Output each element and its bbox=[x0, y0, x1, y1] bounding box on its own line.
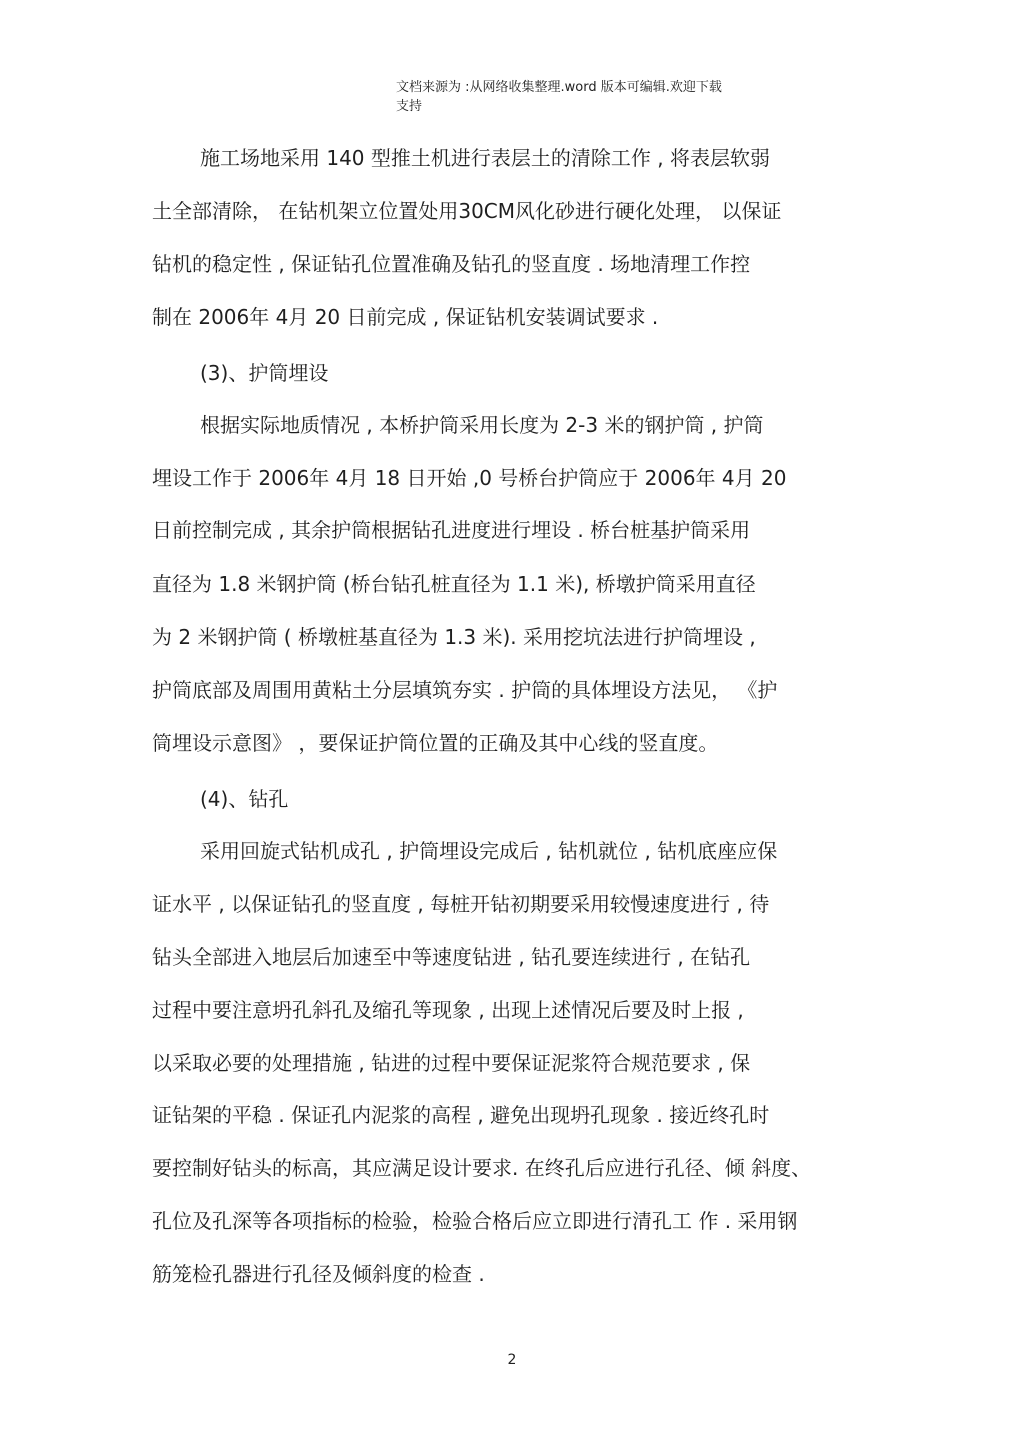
paragraph-line: 孔位及孔深等各项指标的检验，检验合格后应立即进行清孔工 作 . 采用钢 bbox=[152, 1209, 798, 1233]
paragraph-line: 制在 2006年 4月 20 日前完成 , 保证钻机安装调试要求 . bbox=[152, 305, 659, 329]
paragraph-line: 直径为 1.8 米钢护筒 (桥台钻孔桩直径为 1.1 米), 桥墩护筒采用直径 bbox=[152, 572, 756, 596]
paragraph-line: 日前控制完成 , 其余护筒根据钻孔进度进行埋设 . 桥台桩基护筒采用 bbox=[152, 518, 751, 542]
paragraph-line: 土全部清除， 在钻机架立位置处用30CM风化砂进行硬化处理， 以保证 bbox=[152, 199, 782, 223]
header-line: 支持 bbox=[396, 99, 423, 114]
section-heading: (3)、护筒埋设 bbox=[200, 361, 329, 385]
paragraph-line: 筒埋设示意图》 ，要保证护筒位置的正确及其中心线的竖直度。 bbox=[152, 731, 719, 755]
paragraph-line: 钻机的稳定性 , 保证钻孔位置准确及钻孔的竖直度 . 场地清理工作控 bbox=[152, 252, 751, 276]
paragraph-line: 根据实际地质情况 , 本桥护筒采用长度为 2-3 米的钢护筒 , 护筒 bbox=[200, 413, 764, 437]
paragraph-line: 施工场地采用 140 型推土机进行表层土的清除工作 , 将表层软弱 bbox=[200, 146, 770, 170]
header-line: 文档来源为 :从网络收集整理.word 版本可编辑.欢迎下载 bbox=[396, 80, 722, 95]
paragraph-line: 过程中要注意坍孔斜孔及缩孔等现象 , 出现上述情况后要及时上报 , bbox=[152, 998, 744, 1022]
paragraph-line: 钻头全部进入地层后加速至中等速度钻进 , 钻孔要连续进行 , 在钻孔 bbox=[152, 945, 751, 969]
paragraph-line: 护筒底部及周围用黄粘土分层填筑夯实 . 护筒的具体埋设方法见， 《护 bbox=[152, 678, 778, 702]
page-number: 2 bbox=[507, 1352, 517, 1368]
paragraph-line: 要控制好钻头的标高，其应满足设计要求. 在终孔后应进行孔径、倾 斜度、 bbox=[152, 1156, 812, 1180]
source-header bbox=[396, 78, 796, 116]
paragraph-line: 为 2 米钢护筒 ( 桥墩桩基直径为 1.3 米). 采用挖坑法进行护筒埋设 , bbox=[152, 625, 756, 649]
section-heading: (4)、钻孔 bbox=[200, 787, 289, 811]
paragraph-line: 以采取必要的处理措施 , 钻进的过程中要保证泥浆符合规范要求 , 保 bbox=[152, 1051, 751, 1075]
paragraph-line: 证水平 , 以保证钻孔的竖直度 , 每桩开钻初期要采用较慢速度进行 , 待 bbox=[152, 892, 770, 916]
paragraph-line: 证钻架的平稳 . 保证孔内泥浆的高程 , 避免出现坍孔现象 . 接近终孔时 bbox=[152, 1103, 770, 1127]
paragraph-line: 埋设工作于 2006年 4月 18 日开始 ,0 号桥台护筒应于 2006年 4月 20 bbox=[152, 466, 787, 490]
paragraph-line: 采用回旋式钻机成孔 , 护筒埋设完成后 , 钻机就位 , 钻机底座应保 bbox=[200, 839, 778, 863]
paragraph-line: 筋笼检孔器进行孔径及倾斜度的检查 . bbox=[152, 1262, 485, 1286]
